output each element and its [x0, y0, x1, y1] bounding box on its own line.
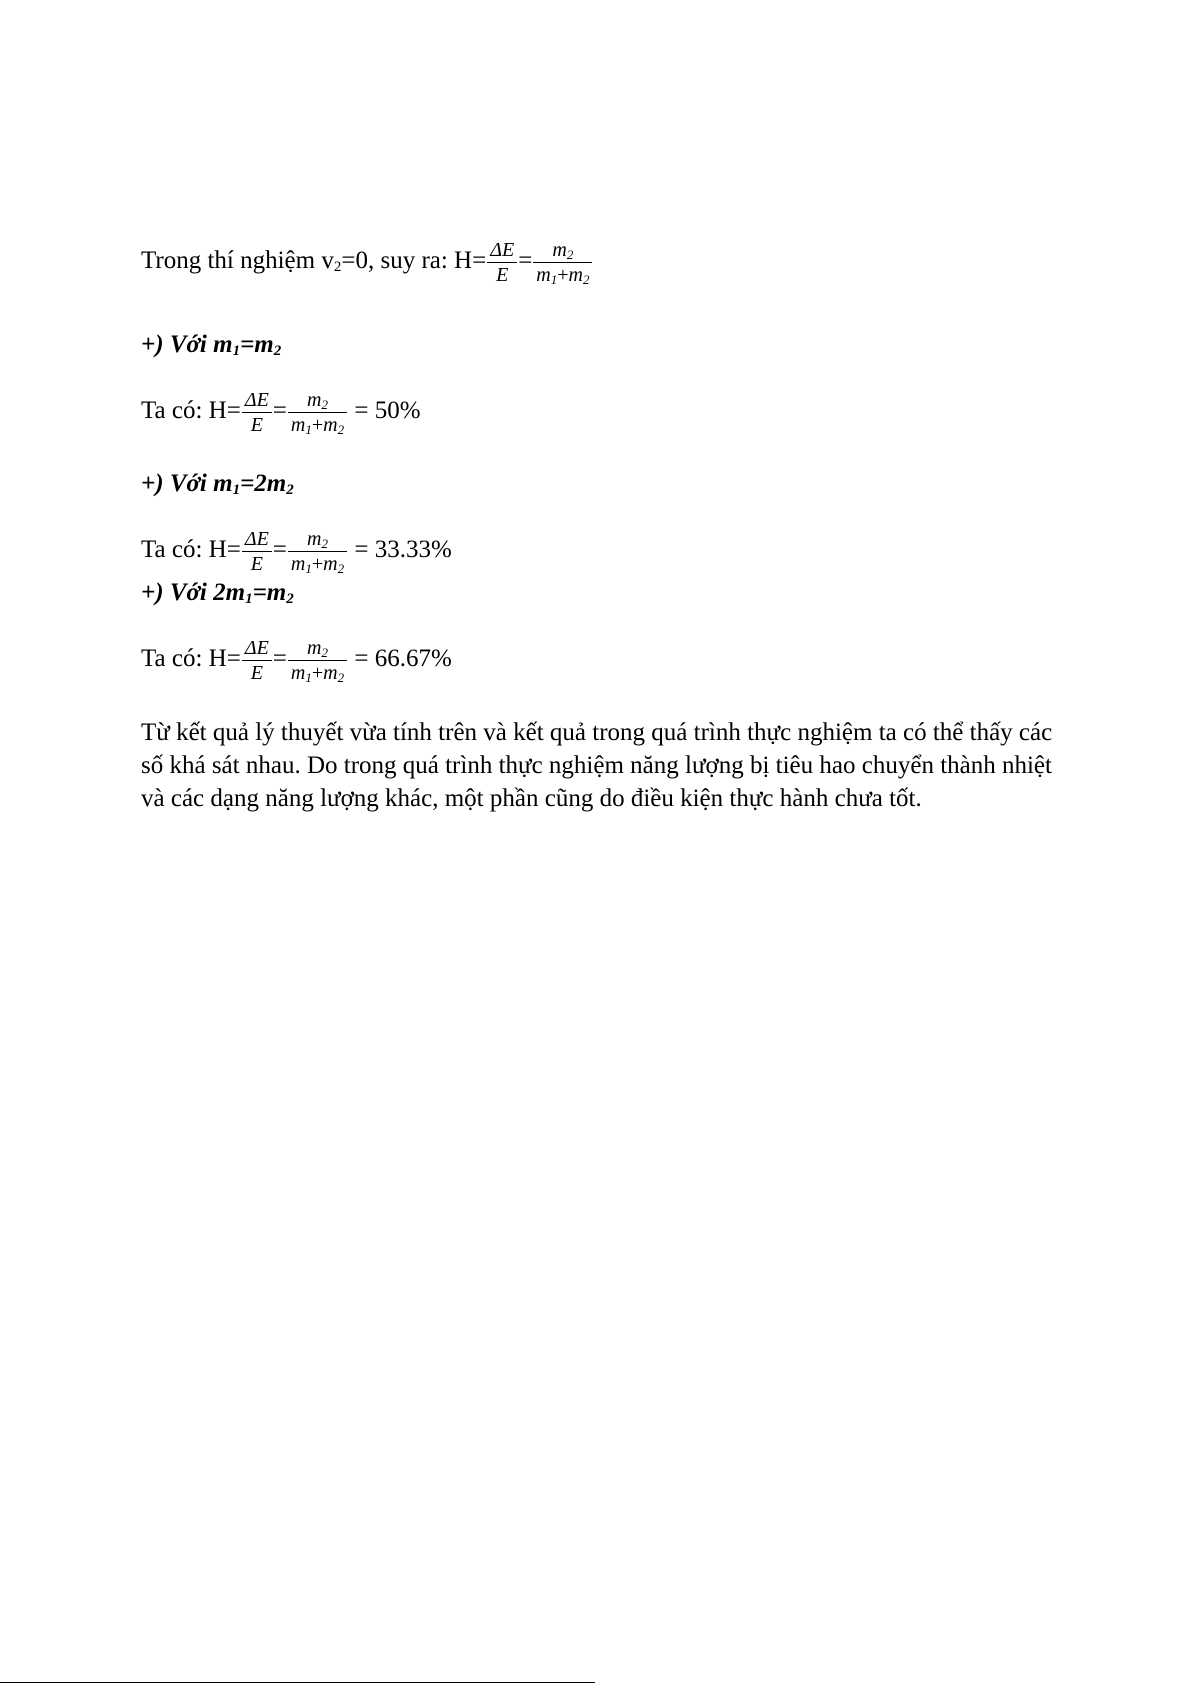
- case-2-heading: +) Với $m_1=2m_2$: [141, 470, 294, 498]
- frac-denominator: E: [496, 264, 509, 286]
- fraction-mass: $\frac{m_2}{m_1+m_2}$: [288, 388, 347, 437]
- frac-numerator: ΔE: [487, 238, 517, 263]
- case-3-result: = 66.67%: [348, 645, 452, 673]
- frac-numerator: $m_2$: [533, 238, 592, 263]
- fraction-mass: $\frac{m_2}{m_1+m_2}$: [288, 527, 347, 576]
- fraction-mass: $\frac{m_2}{m_1+m_2}$: [288, 636, 347, 685]
- frac-denominator: $m_1+m_2$: [536, 264, 590, 287]
- equals-sign: =: [518, 247, 533, 275]
- fraction-delta-e: $\frac{\Delta E}{E}$: [242, 527, 272, 576]
- case-3-formula: Ta có: H= $\frac{\Delta E}{E}$ = $\frac{m_2}{m_1+m_2}$ = 66.67%: [141, 637, 452, 685]
- case-1-result: = 50%: [348, 397, 421, 425]
- fraction-delta-e: $\frac{\Delta E}{E}$: [242, 636, 272, 685]
- intro-line: [141, 238, 593, 287]
- fraction-delta-e: [487, 238, 517, 287]
- intro-text: Trong thí nghiệm v: [141, 247, 334, 275]
- footer-rule: [0, 1682, 595, 1683]
- intro-suffix: =0, suy ra: H=: [341, 247, 487, 275]
- case-3-heading: +) Với $2m_1=m_2$: [141, 579, 294, 607]
- case-2-formula: Ta có: H= $\frac{\Delta E}{E}$ = $\frac{m_2}{m_1+m_2}$ = 33.33%: [141, 528, 452, 576]
- case-1-heading: +) Với $m_1=m_2$: [141, 331, 282, 359]
- intro-subscript: 2: [333, 259, 342, 276]
- case-1-formula: Ta có: H= $\frac{\Delta E}{E}$ = $\frac{m_2}{m_1+m_2}$ = 50%: [141, 389, 421, 437]
- conclusion-paragraph: Từ kết quả lý thuyết vừa tính trên và kết quả trong quá trình thực nghiệm ta có thể thấy các số khá sát nhau. Do trong quá trình thực nghiệm năng lượng bị tiêu hao chuyển thành nhiệt và các dạng năng lượng khác, một phần cũng do điều kiện thực hành chưa tốt.: [141, 719, 1053, 812]
- case-2-result: = 33.33%: [348, 536, 452, 564]
- fraction-delta-e: $\frac{\Delta E}{E}$: [242, 388, 272, 437]
- fraction-mass: [533, 238, 592, 287]
